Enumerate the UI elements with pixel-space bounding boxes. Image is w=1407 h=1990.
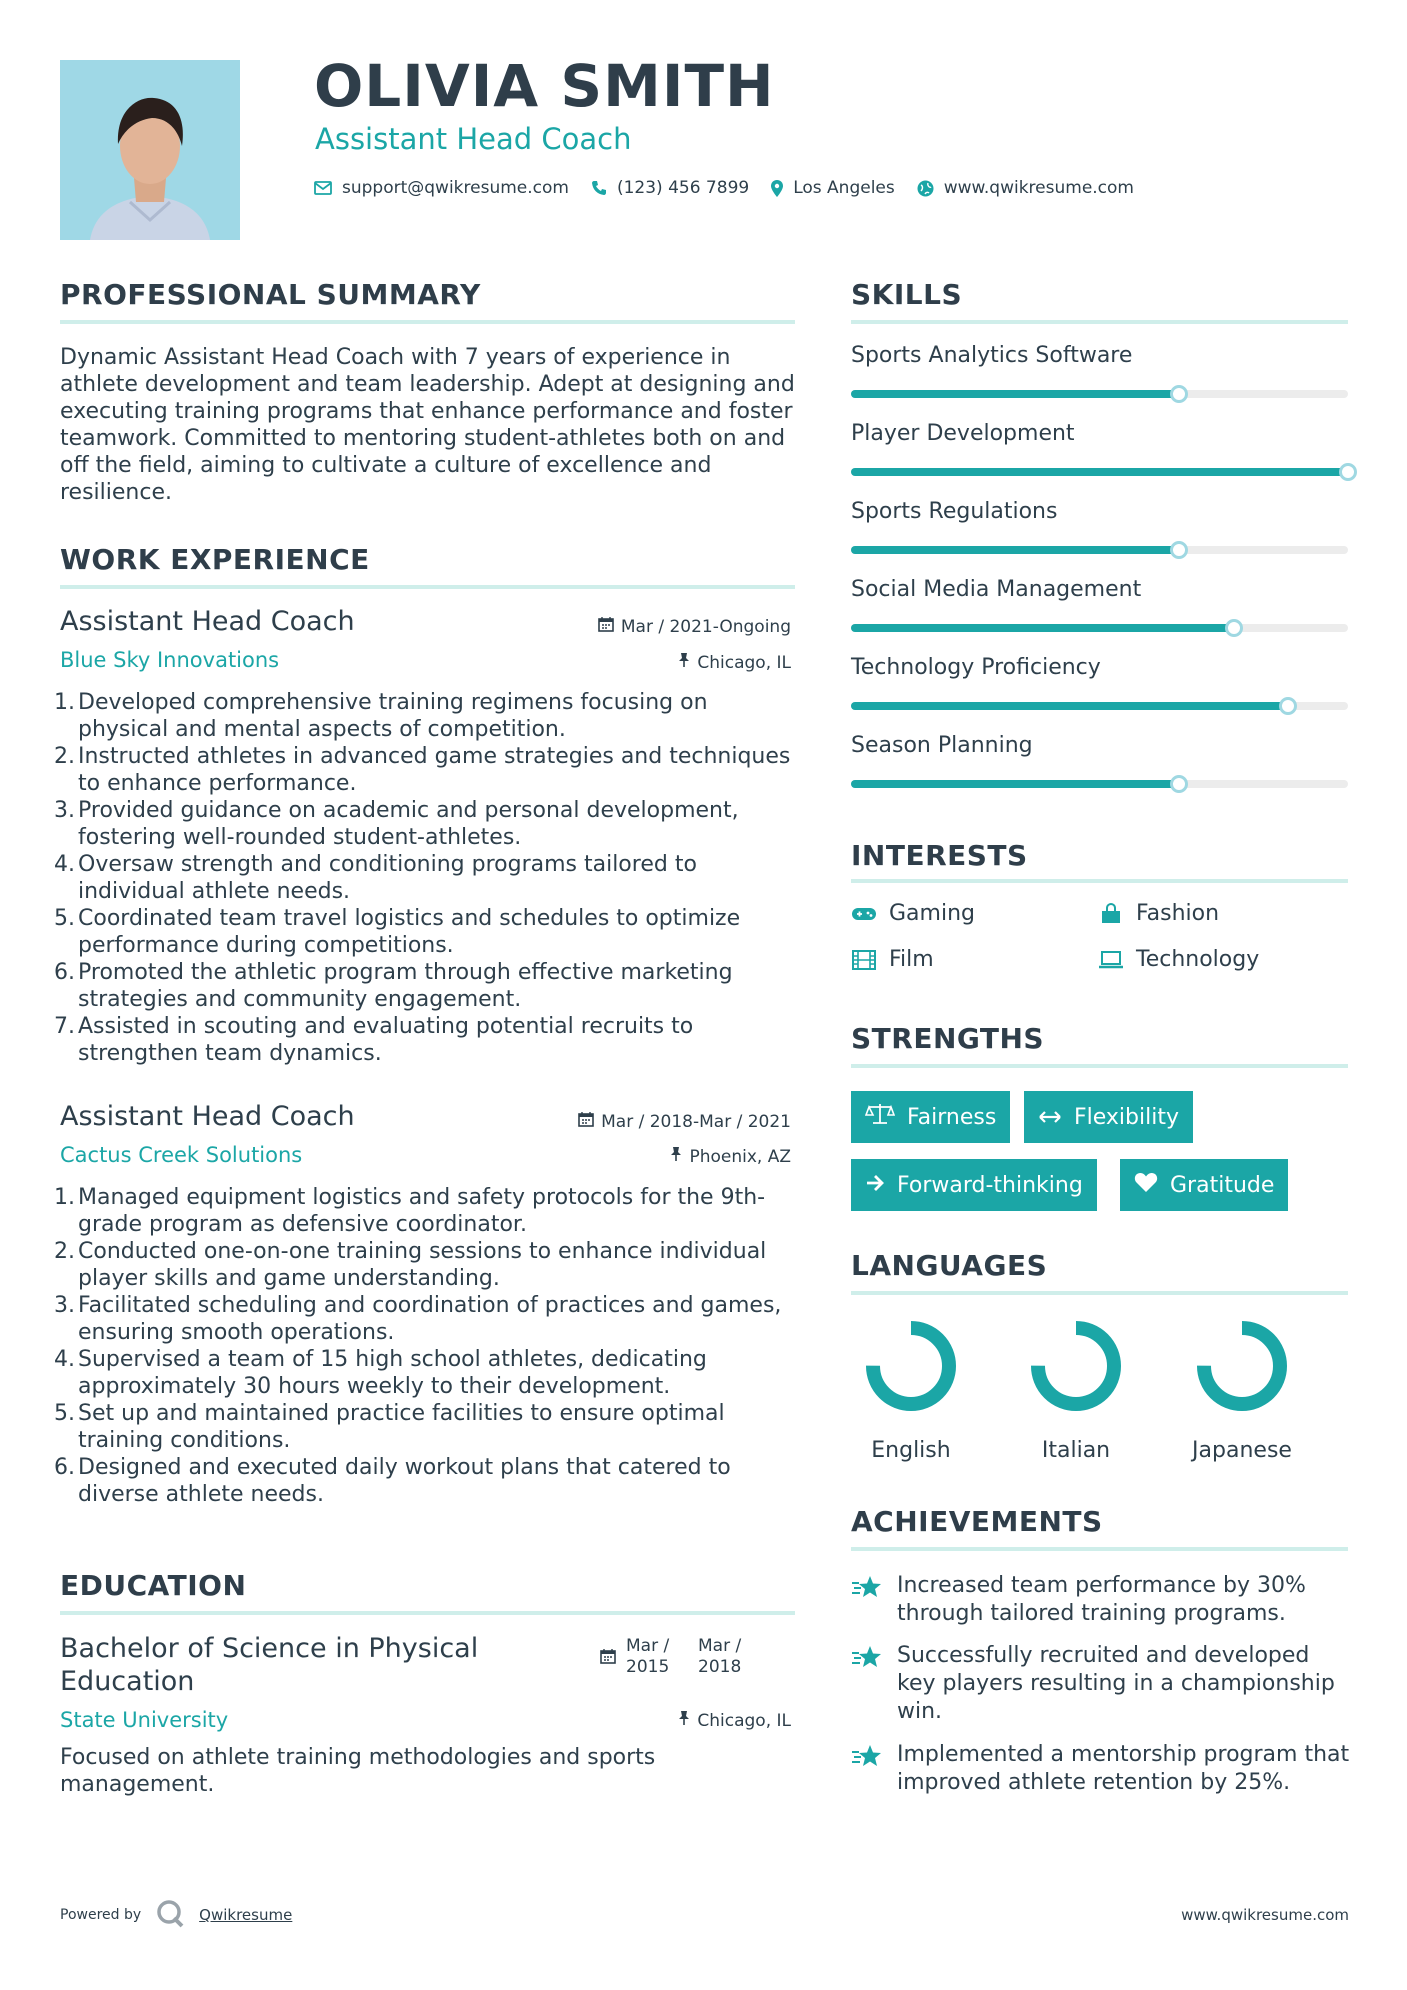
list-item: 3. Provided guidance on academic and personal development, fostering well-rounded student-athletes. (54, 798, 739, 850)
footer-url[interactable]: www.qwikresume.com (1181, 1906, 1349, 1924)
pushpin-icon (678, 652, 690, 673)
skill-bar-fill (851, 702, 1288, 710)
experience-divider (60, 585, 795, 589)
contact-location (771, 178, 895, 198)
skills-heading: SKILLS (851, 278, 963, 311)
list-item: 2. Instructed athletes in advanced game strategies and techniques to enhance performance. (54, 744, 791, 796)
contact-website[interactable] (917, 178, 1134, 198)
skill-label: Social Media Management (851, 577, 1142, 602)
education-description: Focused on athlete training methodologies and sports management. (60, 1745, 656, 1797)
strength-label: Flexibility (1074, 1104, 1179, 1130)
qwikresume-link[interactable]: Qwikresume (199, 1906, 293, 1924)
contact-email-text: support@qwikresume.com (342, 178, 569, 198)
job-location (678, 652, 791, 673)
achievement-item (851, 1642, 1351, 1726)
list-item: 4. Oversaw strength and conditioning programs tailored to individual athlete needs. (54, 852, 697, 904)
languages-heading: LANGUAGES (851, 1249, 1048, 1282)
language-ring (863, 1318, 959, 1414)
phone-icon (591, 180, 607, 196)
skill-bar-knob (1170, 385, 1188, 403)
contact-website-text: www.qwikresume.com (943, 178, 1134, 198)
strength-chip (1024, 1091, 1193, 1143)
achievement-text: Implemented a mentorship program that improved athlete retention by 25%. (897, 1742, 1350, 1795)
star-icon (851, 1642, 883, 1726)
job-dates (598, 616, 791, 637)
achievement-text: Increased team performance by 30% through tailored training programs. (897, 1573, 1306, 1626)
language-ring (1028, 1318, 1124, 1414)
interests-heading: INTERESTS (851, 839, 1028, 872)
film-icon (851, 950, 877, 970)
shopping-bag-icon (1098, 903, 1124, 925)
laptop-icon (1098, 951, 1124, 969)
skill-label: Sports Analytics Software (851, 343, 1133, 368)
skill-bar-knob (1339, 463, 1357, 481)
job-title: Assistant Head Coach (60, 1101, 355, 1132)
interests-divider (851, 879, 1348, 883)
education-heading: EDUCATION (60, 1569, 247, 1602)
interest-label: Technology (1136, 947, 1260, 972)
job-bullets (54, 1184, 798, 1508)
language-label: Japanese (1192, 1438, 1292, 1463)
footer-powered-by (60, 1898, 292, 1932)
list-item: 6. Promoted the athletic program through effective marketing strategies and community engagement. (54, 960, 733, 1012)
star-icon (851, 1741, 883, 1797)
gamepad-icon (851, 906, 877, 922)
job-dates-text: Mar / 2018-Mar / 2021 (601, 1111, 791, 1132)
language-item (1172, 1318, 1312, 1463)
skill-label: Sports Regulations (851, 499, 1058, 524)
star-icon (851, 1572, 883, 1628)
skill-bar-fill (851, 780, 1179, 788)
skill-bar (851, 624, 1348, 632)
job-location-text: Phoenix, AZ (689, 1146, 791, 1167)
strength-chip (1120, 1159, 1288, 1211)
avatar (60, 60, 240, 240)
achievement-item (851, 1572, 1351, 1628)
envelope-icon (314, 181, 332, 195)
language-ring (1194, 1318, 1290, 1414)
strength-label: Forward-thinking (897, 1172, 1083, 1198)
powered-by-text: Powered by (60, 1907, 142, 1923)
skill-bar (851, 702, 1348, 710)
interest-item (851, 901, 975, 926)
job-title: Assistant Head Coach (60, 606, 355, 637)
education-start: Mar / 2015 (626, 1636, 670, 1677)
summary-heading: PROFESSIONAL SUMMARY (60, 278, 481, 311)
candidate-role: Assistant Head Coach (315, 122, 632, 156)
contact-phone-text: (123) 456 7899 (616, 178, 750, 198)
interest-label: Film (889, 947, 934, 972)
education-degree: Bachelor of Science in Physical Education (60, 1633, 479, 1697)
job-bullets (54, 689, 798, 1067)
strengths-heading: STRENGTHS (851, 1022, 1045, 1055)
skill-bar-knob (1170, 541, 1188, 559)
education-dates (600, 1636, 756, 1678)
calendar-icon (598, 616, 614, 637)
list-item: 1. Managed equipment logistics and safety protocols for the 9th-grade program as defensive coordinator. (54, 1185, 766, 1237)
globe-icon (917, 180, 934, 197)
list-item: 4. Supervised a team of 15 high school athletes, dedicating approximately 30 hours weekly to their development. (54, 1347, 707, 1399)
skill-bar-fill (851, 468, 1348, 476)
skill-bar-knob (1225, 619, 1243, 637)
language-item (841, 1318, 981, 1463)
language-label: English (871, 1438, 951, 1463)
skill-bar (851, 780, 1348, 788)
arrows-horizontal-icon (1038, 1105, 1062, 1130)
arrow-right-icon (865, 1173, 885, 1198)
profile-photo (60, 60, 240, 240)
summary-text: Dynamic Assistant Head Coach with 7 years of experience in athlete development and team leadership. Adept at designing and executing training programs that enhance performance and foster teamwork. Committed to mentoring student-athletes both on and off the field, aiming to cultivate a culture of excellence and resilience. (60, 345, 795, 505)
education-end: Mar / 2018 (698, 1636, 742, 1677)
list-item: 7. Assisted in scouting and evaluating potential recruits to strengthen team dynamics. (54, 1014, 694, 1066)
strength-label: Fairness (907, 1104, 997, 1130)
interest-item (1098, 901, 1219, 926)
contact-email[interactable] (314, 178, 569, 198)
skill-bar (851, 546, 1348, 554)
contact-phone[interactable] (591, 178, 749, 198)
achievement-text: Successfully recruited and developed key players resulting in a championship win. (897, 1643, 1335, 1724)
skill-bar (851, 468, 1348, 476)
list-item: 2. Conducted one-on-one training sessions to enhance individual player skills and game understanding. (54, 1239, 767, 1291)
skills-divider (851, 320, 1348, 324)
skill-label: Season Planning (851, 733, 1033, 758)
list-item: 5. Coordinated team travel logistics and schedules to optimize performance during competitions. (54, 906, 741, 958)
job-company: Cactus Creek Solutions (60, 1143, 303, 1167)
education-divider (60, 1611, 795, 1615)
skill-label: Technology Proficiency (851, 655, 1101, 680)
education-location (678, 1710, 791, 1731)
calendar-icon (600, 1636, 616, 1678)
map-marker-icon (771, 180, 783, 197)
job-location (670, 1146, 791, 1167)
skill-bar-fill (851, 624, 1234, 632)
experience-heading: WORK EXPERIENCE (60, 543, 370, 576)
skill-label: Player Development (851, 421, 1075, 446)
candidate-name: OLIVIA SMITH (314, 52, 775, 120)
skill-bar-knob (1279, 697, 1297, 715)
achievements-divider (851, 1547, 1348, 1551)
qwikresume-logo-icon (155, 1898, 185, 1932)
interest-item (1098, 947, 1259, 972)
skill-bar (851, 390, 1348, 398)
job-company: Blue Sky Innovations (60, 648, 280, 672)
education-school: State University (60, 1708, 229, 1732)
heart-icon (1134, 1171, 1158, 1199)
skill-bar-fill (851, 546, 1179, 554)
strength-chip (851, 1159, 1097, 1211)
pushpin-icon (678, 1710, 690, 1731)
strength-label: Gratitude (1170, 1172, 1275, 1198)
job-dates (578, 1111, 791, 1132)
language-label: Italian (1041, 1438, 1111, 1463)
list-item: 3. Facilitated scheduling and coordination of practices and games, ensuring smooth operations. (54, 1293, 782, 1345)
summary-divider (60, 320, 795, 324)
strengths-divider (851, 1064, 1348, 1068)
strength-chip (851, 1091, 1010, 1143)
achievements-heading: ACHIEVEMENTS (851, 1505, 1103, 1538)
education-location-text: Chicago, IL (697, 1710, 791, 1731)
skill-bar-fill (851, 390, 1179, 398)
job-location-text: Chicago, IL (697, 652, 791, 673)
calendar-icon (578, 1111, 594, 1132)
balance-scale-icon (865, 1103, 895, 1131)
job-dates-text: Mar / 2021-Ongoing (620, 616, 791, 637)
interest-item (851, 947, 934, 972)
interest-label: Gaming (889, 901, 975, 926)
achievement-item (851, 1741, 1351, 1797)
contact-location-text: Los Angeles (793, 178, 895, 198)
contact-bar (314, 178, 1156, 198)
interest-label: Fashion (1136, 901, 1220, 926)
language-item (1006, 1318, 1146, 1463)
pushpin-icon (670, 1146, 682, 1167)
list-item: 1. Developed comprehensive training regimens focusing on physical and mental aspects of competition. (54, 690, 708, 742)
skill-bar-knob (1170, 775, 1188, 793)
list-item: 6. Designed and executed daily workout plans that catered to diverse athlete needs. (54, 1455, 731, 1507)
languages-divider (851, 1291, 1348, 1295)
list-item: 5. Set up and maintained practice facilities to ensure optimal training conditions. (54, 1401, 725, 1453)
